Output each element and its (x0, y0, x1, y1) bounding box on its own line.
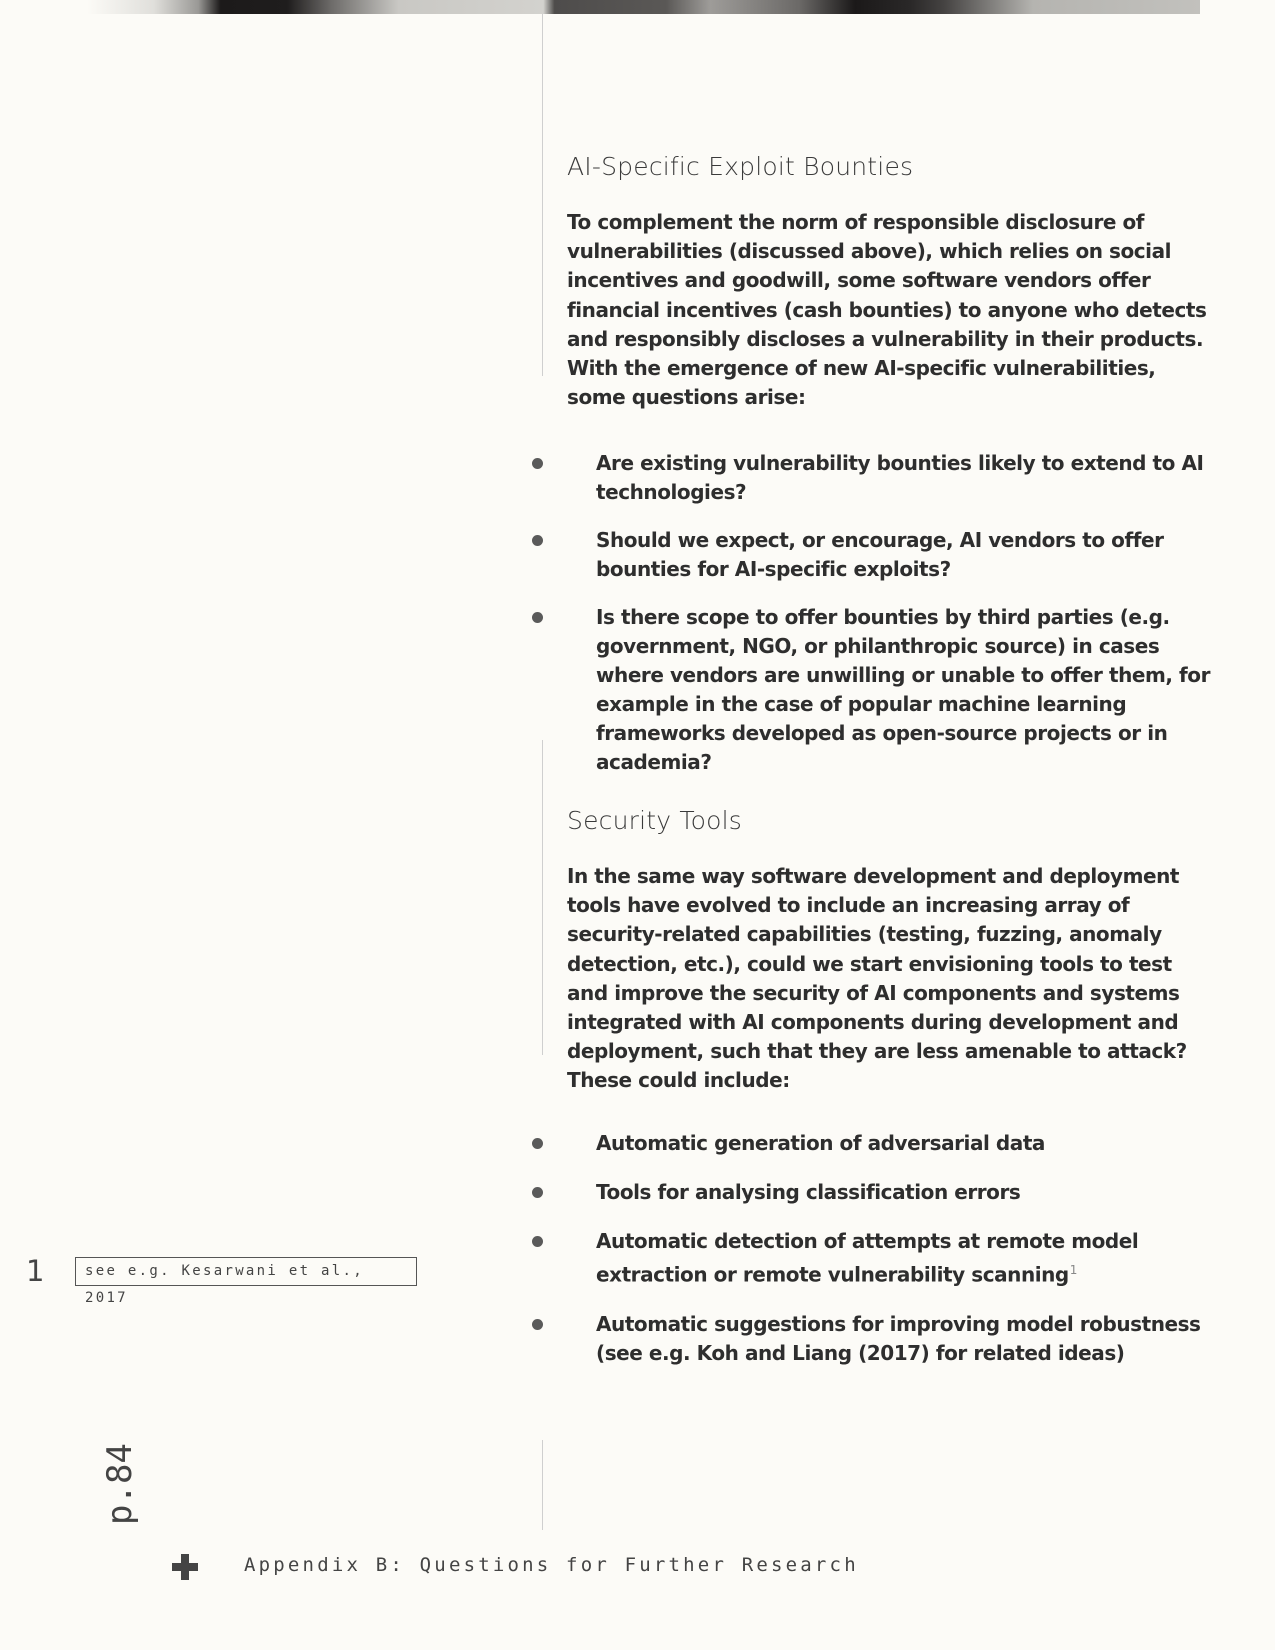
bullet-list-tools (530, 1129, 1220, 1368)
bullet-icon (532, 1187, 543, 1198)
bullet-icon (532, 1319, 543, 1330)
list-item: Should we expect, or encourage, AI vendors to offer bounties for AI-specific exploits? (530, 526, 1220, 584)
footnote-text: see e.g. Kesarwani et al., 2017 (75, 1257, 417, 1286)
bullet-icon (532, 535, 543, 546)
divider-line-3 (542, 1440, 543, 1530)
list-item: Are existing vulnerability bounties likely to extend to AI technologies? (530, 449, 1220, 507)
list-item: Automatic suggestions for improving model robustness (see e.g. Koh and Liang (2017) for related ideas) (530, 1310, 1220, 1368)
footer-section-title: Appendix B: Questions for Further Research (244, 1554, 859, 1576)
section-body: In the same way software development and deployment tools have evolved to include an increasing array of security-related capabilities (testing, fuzzing, anomaly detection, etc.), could we start envisioning tools to test and improve the security of AI components and systems integrated with AI components during development and deployment, such that they are less amenable to attack? These could include: (567, 864, 1187, 1093)
bullet-icon (532, 1236, 543, 1247)
page-number: p.84 (100, 1443, 140, 1525)
list-item: Is there scope to offer bounties by third parties (e.g. government, NGO, or philanthropic source) in cases where vendors are unwilling or unable to offer them, for example in the case of popular machine learning frameworks developed as open-source projects or in academia? (530, 603, 1220, 777)
bullet-icon (532, 458, 543, 469)
section-heading: AI-Specific Exploit Bounties (567, 152, 914, 181)
divider-line-1 (542, 14, 543, 376)
section-security-tools (567, 806, 1207, 1096)
section-heading: Security Tools (567, 806, 742, 835)
footnote-marker[interactable]: 1 (1069, 1263, 1077, 1277)
decorative-top-bar (87, 0, 1200, 14)
footnote-number: 1 (26, 1254, 45, 1288)
plus-icon (172, 1554, 198, 1580)
list-item: Automatic generation of adversarial data (530, 1129, 1220, 1158)
divider-line-2 (542, 740, 543, 1055)
bullet-icon (532, 1138, 543, 1149)
list-item: Automatic detection of attempts at remote model extraction or remote vulnerability scanning$^1$ (530, 1227, 1220, 1290)
list-item: Tools for analysing classification errors (530, 1178, 1220, 1207)
section-exploit-bounties (567, 152, 1207, 412)
bullet-icon (532, 612, 543, 623)
bullet-list-bounties (530, 449, 1220, 777)
section-body: To complement the norm of responsible disclosure of vulnerabilities (discussed above), which relies on social incentives and goodwill, some software vendors offer financial incentives (cash bounties) to anyone who detects and responsibly discloses a vulnerability in their products. With the emergence of new AI-specific vulnerabilities, some questions arise: (567, 210, 1207, 410)
